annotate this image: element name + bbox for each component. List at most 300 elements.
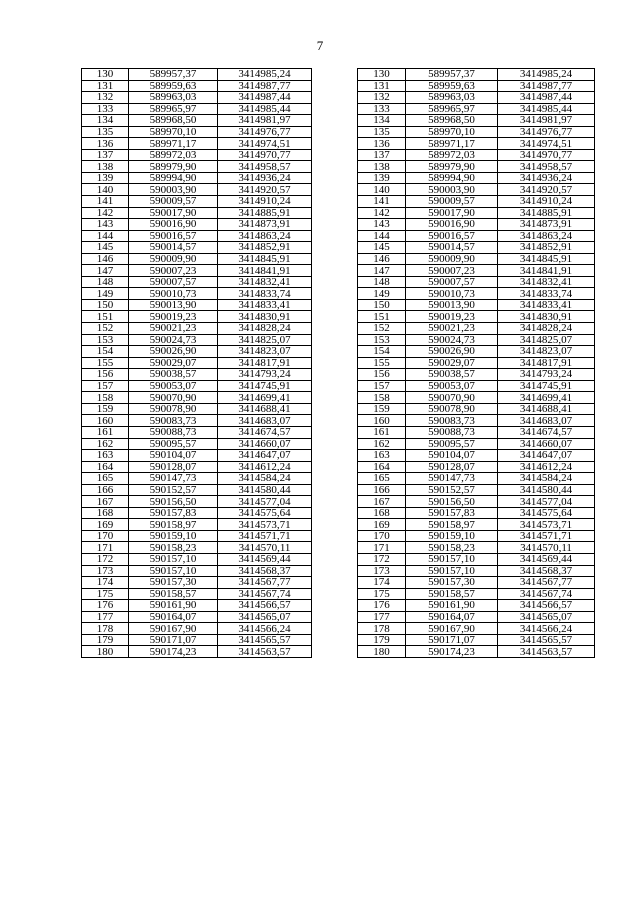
table-row [358, 138, 595, 150]
x-coordinate-cell: 590164,07 [406, 611, 498, 623]
y-coordinate-cell: 3414823,07 [498, 346, 595, 358]
point-number-cell: 146 [358, 253, 406, 265]
point-number-cell: 144 [358, 230, 406, 242]
table-row [358, 311, 595, 323]
x-coordinate-cell: 590013,90 [129, 299, 218, 311]
y-coordinate-cell: 3414985,24 [498, 69, 595, 81]
table-row [82, 380, 312, 392]
point-number-cell: 137 [358, 149, 406, 161]
point-number-cell: 130 [82, 69, 129, 81]
y-coordinate-cell: 3414828,24 [498, 323, 595, 335]
x-coordinate-cell: 590014,57 [406, 242, 498, 254]
table-row [358, 172, 595, 184]
y-coordinate-cell: 3414920,57 [498, 184, 595, 196]
y-coordinate-cell: 3414565,57 [218, 634, 312, 646]
table-row [358, 577, 595, 589]
x-coordinate-cell: 590019,23 [406, 311, 498, 323]
coordinates-table-right [357, 68, 595, 658]
table-row [82, 646, 312, 658]
y-coordinate-cell: 3414568,37 [498, 565, 595, 577]
table-row [358, 149, 595, 161]
point-number-cell: 139 [358, 172, 406, 184]
point-number-cell: 150 [358, 299, 406, 311]
point-number-cell: 173 [82, 565, 129, 577]
y-coordinate-cell: 3414647,07 [498, 450, 595, 462]
y-coordinate-cell: 3414584,24 [498, 473, 595, 485]
point-number-cell: 132 [358, 92, 406, 104]
table-row [358, 403, 595, 415]
x-coordinate-cell: 590161,90 [406, 600, 498, 612]
y-coordinate-cell: 3414970,77 [218, 149, 312, 161]
table-row [358, 392, 595, 404]
x-coordinate-cell: 589965,97 [406, 103, 498, 115]
point-number-cell: 141 [358, 196, 406, 208]
table-row [358, 334, 595, 346]
table-row [82, 461, 312, 473]
table-row [82, 230, 312, 242]
point-number-cell: 131 [82, 80, 129, 92]
table-row [358, 565, 595, 577]
y-coordinate-cell: 3414985,44 [498, 103, 595, 115]
point-number-cell: 179 [358, 634, 406, 646]
table-row [358, 346, 595, 358]
point-number-cell: 136 [82, 138, 129, 150]
y-coordinate-cell: 3414569,44 [498, 553, 595, 565]
x-coordinate-cell: 590003,90 [406, 184, 498, 196]
point-number-cell: 133 [82, 103, 129, 115]
table-row [82, 577, 312, 589]
point-number-cell: 161 [358, 426, 406, 438]
table-row [82, 92, 312, 104]
table-row [82, 161, 312, 173]
y-coordinate-cell: 3414863,24 [218, 230, 312, 242]
x-coordinate-cell: 590157,30 [406, 577, 498, 589]
y-coordinate-cell: 3414647,07 [218, 450, 312, 462]
x-coordinate-cell: 590009,57 [129, 196, 218, 208]
point-number-cell: 177 [358, 611, 406, 623]
point-number-cell: 159 [358, 403, 406, 415]
table-row [82, 438, 312, 450]
x-coordinate-cell: 589963,03 [129, 92, 218, 104]
x-coordinate-cell: 589994,90 [406, 172, 498, 184]
table-row [82, 323, 312, 335]
x-coordinate-cell: 590029,07 [129, 357, 218, 369]
point-number-cell: 180 [82, 646, 129, 658]
table-row [82, 219, 312, 231]
point-number-cell: 158 [358, 392, 406, 404]
y-coordinate-cell: 3414793,24 [498, 369, 595, 381]
point-number-cell: 137 [82, 149, 129, 161]
table-row [358, 288, 595, 300]
x-coordinate-cell: 590171,07 [406, 634, 498, 646]
point-number-cell: 149 [358, 288, 406, 300]
y-coordinate-cell: 3414566,24 [498, 623, 595, 635]
point-number-cell: 155 [82, 357, 129, 369]
point-number-cell: 149 [82, 288, 129, 300]
x-coordinate-cell: 590174,23 [129, 646, 218, 658]
table-row [358, 415, 595, 427]
x-coordinate-cell: 590017,90 [406, 207, 498, 219]
point-number-cell: 155 [358, 357, 406, 369]
y-coordinate-cell: 3414873,91 [498, 219, 595, 231]
table-row [82, 519, 312, 531]
table-row [82, 530, 312, 542]
point-number-cell: 140 [358, 184, 406, 196]
y-coordinate-cell: 3414569,44 [218, 553, 312, 565]
point-number-cell: 151 [82, 311, 129, 323]
table-row [358, 611, 595, 623]
table-row [358, 519, 595, 531]
y-coordinate-cell: 3414981,97 [218, 115, 312, 127]
point-number-cell: 135 [358, 126, 406, 138]
table-row [82, 276, 312, 288]
table-row [358, 623, 595, 635]
y-coordinate-cell: 3414580,44 [218, 484, 312, 496]
table-body-left [82, 69, 312, 658]
x-coordinate-cell: 590070,90 [406, 392, 498, 404]
x-coordinate-cell: 590021,23 [129, 323, 218, 335]
x-coordinate-cell: 590158,97 [406, 519, 498, 531]
point-number-cell: 135 [82, 126, 129, 138]
x-coordinate-cell: 590157,10 [129, 565, 218, 577]
x-coordinate-cell: 590013,90 [406, 299, 498, 311]
point-number-cell: 150 [82, 299, 129, 311]
point-number-cell: 165 [358, 473, 406, 485]
y-coordinate-cell: 3414845,91 [498, 253, 595, 265]
y-coordinate-cell: 3414987,44 [218, 92, 312, 104]
y-coordinate-cell: 3414563,57 [218, 646, 312, 658]
table-row [82, 369, 312, 381]
table-row [82, 346, 312, 358]
y-coordinate-cell: 3414830,91 [498, 311, 595, 323]
point-number-cell: 133 [358, 103, 406, 115]
table-row [82, 611, 312, 623]
x-coordinate-cell: 590038,57 [406, 369, 498, 381]
y-coordinate-cell: 3414833,74 [218, 288, 312, 300]
x-coordinate-cell: 590171,07 [129, 634, 218, 646]
x-coordinate-cell: 589972,03 [129, 149, 218, 161]
y-coordinate-cell: 3414573,71 [218, 519, 312, 531]
x-coordinate-cell: 590095,57 [406, 438, 498, 450]
y-coordinate-cell: 3414833,41 [498, 299, 595, 311]
point-number-cell: 164 [82, 461, 129, 473]
x-coordinate-cell: 590009,90 [129, 253, 218, 265]
x-coordinate-cell: 590007,57 [129, 276, 218, 288]
x-coordinate-cell: 590053,07 [129, 380, 218, 392]
y-coordinate-cell: 3414830,91 [218, 311, 312, 323]
table-row [358, 69, 595, 81]
table-row [358, 588, 595, 600]
x-coordinate-cell: 590157,10 [406, 565, 498, 577]
table-row [358, 184, 595, 196]
y-coordinate-cell: 3414936,24 [498, 172, 595, 184]
x-coordinate-cell: 590053,07 [406, 380, 498, 392]
y-coordinate-cell: 3414833,41 [218, 299, 312, 311]
table-row [82, 299, 312, 311]
point-number-cell: 157 [82, 380, 129, 392]
y-coordinate-cell: 3414699,41 [218, 392, 312, 404]
point-number-cell: 144 [82, 230, 129, 242]
y-coordinate-cell: 3414612,24 [498, 461, 595, 473]
x-coordinate-cell: 590174,23 [406, 646, 498, 658]
y-coordinate-cell: 3414885,91 [218, 207, 312, 219]
x-coordinate-cell: 589957,37 [129, 69, 218, 81]
table-row [358, 323, 595, 335]
point-number-cell: 139 [82, 172, 129, 184]
y-coordinate-cell: 3414566,57 [218, 600, 312, 612]
x-coordinate-cell: 589970,10 [406, 126, 498, 138]
point-number-cell: 153 [358, 334, 406, 346]
x-coordinate-cell: 590157,10 [406, 553, 498, 565]
y-coordinate-cell: 3414828,24 [218, 323, 312, 335]
y-coordinate-cell: 3414841,91 [218, 265, 312, 277]
x-coordinate-cell: 590003,90 [129, 184, 218, 196]
x-coordinate-cell: 590078,90 [129, 403, 218, 415]
y-coordinate-cell: 3414970,77 [498, 149, 595, 161]
table-row [358, 634, 595, 646]
table-row [82, 115, 312, 127]
y-coordinate-cell: 3414832,41 [218, 276, 312, 288]
point-number-cell: 161 [82, 426, 129, 438]
x-coordinate-cell: 589979,90 [129, 161, 218, 173]
table-row [82, 634, 312, 646]
point-number-cell: 175 [358, 588, 406, 600]
y-coordinate-cell: 3414577,04 [498, 496, 595, 508]
y-coordinate-cell: 3414920,57 [218, 184, 312, 196]
table-row [82, 253, 312, 265]
table-row [82, 542, 312, 554]
point-number-cell: 180 [358, 646, 406, 658]
point-number-cell: 158 [82, 392, 129, 404]
x-coordinate-cell: 590019,23 [129, 311, 218, 323]
y-coordinate-cell: 3414563,57 [498, 646, 595, 658]
y-coordinate-cell: 3414852,91 [498, 242, 595, 254]
table-row [82, 507, 312, 519]
point-number-cell: 136 [358, 138, 406, 150]
y-coordinate-cell: 3414566,24 [218, 623, 312, 635]
point-number-cell: 153 [82, 334, 129, 346]
table-row [82, 196, 312, 208]
point-number-cell: 162 [82, 438, 129, 450]
y-coordinate-cell: 3414981,97 [498, 115, 595, 127]
x-coordinate-cell: 590157,10 [129, 553, 218, 565]
y-coordinate-cell: 3414845,91 [218, 253, 312, 265]
table-row [358, 80, 595, 92]
point-number-cell: 164 [358, 461, 406, 473]
table-row [358, 161, 595, 173]
table-body-right [358, 69, 595, 658]
x-coordinate-cell: 590014,57 [129, 242, 218, 254]
y-coordinate-cell: 3414660,07 [498, 438, 595, 450]
point-number-cell: 165 [82, 473, 129, 485]
x-coordinate-cell: 589971,17 [129, 138, 218, 150]
point-number-cell: 176 [358, 600, 406, 612]
x-coordinate-cell: 589963,03 [406, 92, 498, 104]
y-coordinate-cell: 3414567,74 [218, 588, 312, 600]
y-coordinate-cell: 3414958,57 [218, 161, 312, 173]
point-number-cell: 166 [82, 484, 129, 496]
y-coordinate-cell: 3414567,74 [498, 588, 595, 600]
x-coordinate-cell: 590104,07 [406, 450, 498, 462]
y-coordinate-cell: 3414573,71 [498, 519, 595, 531]
table-row [358, 253, 595, 265]
point-number-cell: 170 [82, 530, 129, 542]
y-coordinate-cell: 3414584,24 [218, 473, 312, 485]
y-coordinate-cell: 3414910,24 [218, 196, 312, 208]
point-number-cell: 166 [358, 484, 406, 496]
y-coordinate-cell: 3414817,91 [218, 357, 312, 369]
y-coordinate-cell: 3414568,37 [218, 565, 312, 577]
y-coordinate-cell: 3414841,91 [498, 265, 595, 277]
x-coordinate-cell: 590026,90 [406, 346, 498, 358]
x-coordinate-cell: 590164,07 [129, 611, 218, 623]
x-coordinate-cell: 589959,63 [406, 80, 498, 92]
table-row [82, 149, 312, 161]
y-coordinate-cell: 3414674,57 [218, 426, 312, 438]
point-number-cell: 160 [82, 415, 129, 427]
table-row [82, 623, 312, 635]
point-number-cell: 154 [82, 346, 129, 358]
point-number-cell: 131 [358, 80, 406, 92]
table-row [82, 69, 312, 81]
x-coordinate-cell: 589972,03 [406, 149, 498, 161]
point-number-cell: 142 [82, 207, 129, 219]
table-row [358, 461, 595, 473]
table-row [358, 276, 595, 288]
y-coordinate-cell: 3414683,07 [498, 415, 595, 427]
x-coordinate-cell: 590161,90 [129, 600, 218, 612]
y-coordinate-cell: 3414817,91 [498, 357, 595, 369]
y-coordinate-cell: 3414570,11 [498, 542, 595, 554]
x-coordinate-cell: 590158,97 [129, 519, 218, 531]
table-row [82, 600, 312, 612]
x-coordinate-cell: 590016,90 [406, 219, 498, 231]
y-coordinate-cell: 3414745,91 [498, 380, 595, 392]
y-coordinate-cell: 3414612,24 [218, 461, 312, 473]
point-number-cell: 152 [82, 323, 129, 335]
y-coordinate-cell: 3414985,24 [218, 69, 312, 81]
x-coordinate-cell: 590147,73 [406, 473, 498, 485]
y-coordinate-cell: 3414567,77 [498, 577, 595, 589]
y-coordinate-cell: 3414567,77 [218, 577, 312, 589]
table-row [358, 438, 595, 450]
x-coordinate-cell: 590007,23 [406, 265, 498, 277]
point-number-cell: 138 [358, 161, 406, 173]
y-coordinate-cell: 3414688,41 [218, 403, 312, 415]
x-coordinate-cell: 590095,57 [129, 438, 218, 450]
x-coordinate-cell: 590024,73 [129, 334, 218, 346]
point-number-cell: 160 [358, 415, 406, 427]
x-coordinate-cell: 590088,73 [406, 426, 498, 438]
y-coordinate-cell: 3414688,41 [498, 403, 595, 415]
y-coordinate-cell: 3414985,44 [218, 103, 312, 115]
coordinates-table-left [81, 68, 312, 658]
table-row [358, 299, 595, 311]
table-row [82, 265, 312, 277]
table-row [82, 357, 312, 369]
table-row [82, 311, 312, 323]
table-row [358, 530, 595, 542]
y-coordinate-cell: 3414745,91 [218, 380, 312, 392]
table-row [358, 553, 595, 565]
x-coordinate-cell: 590070,90 [129, 392, 218, 404]
x-coordinate-cell: 590157,83 [129, 507, 218, 519]
x-coordinate-cell: 590016,90 [129, 219, 218, 231]
x-coordinate-cell: 590158,57 [129, 588, 218, 600]
point-number-cell: 172 [82, 553, 129, 565]
x-coordinate-cell: 590029,07 [406, 357, 498, 369]
point-number-cell: 157 [358, 380, 406, 392]
point-number-cell: 167 [358, 496, 406, 508]
table-row [82, 450, 312, 462]
y-coordinate-cell: 3414683,07 [218, 415, 312, 427]
y-coordinate-cell: 3414825,07 [498, 334, 595, 346]
table-row [82, 138, 312, 150]
y-coordinate-cell: 3414565,07 [498, 611, 595, 623]
table-row [82, 80, 312, 92]
x-coordinate-cell: 590157,83 [406, 507, 498, 519]
point-number-cell: 132 [82, 92, 129, 104]
y-coordinate-cell: 3414936,24 [218, 172, 312, 184]
x-coordinate-cell: 590152,57 [129, 484, 218, 496]
y-coordinate-cell: 3414873,91 [218, 219, 312, 231]
x-coordinate-cell: 589979,90 [406, 161, 498, 173]
table-row [358, 380, 595, 392]
point-number-cell: 177 [82, 611, 129, 623]
x-coordinate-cell: 590026,90 [129, 346, 218, 358]
point-number-cell: 163 [358, 450, 406, 462]
table-row [82, 184, 312, 196]
point-number-cell: 175 [82, 588, 129, 600]
x-coordinate-cell: 589970,10 [129, 126, 218, 138]
point-number-cell: 156 [82, 369, 129, 381]
y-coordinate-cell: 3414577,04 [218, 496, 312, 508]
table-row [82, 426, 312, 438]
x-coordinate-cell: 590007,23 [129, 265, 218, 277]
x-coordinate-cell: 589959,63 [129, 80, 218, 92]
y-coordinate-cell: 3414852,91 [218, 242, 312, 254]
y-coordinate-cell: 3414958,57 [498, 161, 595, 173]
table-row [358, 542, 595, 554]
point-number-cell: 162 [358, 438, 406, 450]
y-coordinate-cell: 3414575,64 [498, 507, 595, 519]
x-coordinate-cell: 589957,37 [406, 69, 498, 81]
table-row [358, 484, 595, 496]
table-row [358, 426, 595, 438]
x-coordinate-cell: 589971,17 [406, 138, 498, 150]
y-coordinate-cell: 3414825,07 [218, 334, 312, 346]
table-row [82, 207, 312, 219]
table-row [358, 242, 595, 254]
point-number-cell: 146 [82, 253, 129, 265]
y-coordinate-cell: 3414833,74 [498, 288, 595, 300]
point-number-cell: 134 [82, 115, 129, 127]
point-number-cell: 174 [358, 577, 406, 589]
x-coordinate-cell: 590016,57 [129, 230, 218, 242]
point-number-cell: 134 [358, 115, 406, 127]
y-coordinate-cell: 3414974,51 [498, 138, 595, 150]
y-coordinate-cell: 3414793,24 [218, 369, 312, 381]
table-row [358, 92, 595, 104]
point-number-cell: 148 [82, 276, 129, 288]
x-coordinate-cell: 590147,73 [129, 473, 218, 485]
point-number-cell: 169 [82, 519, 129, 531]
point-number-cell: 152 [358, 323, 406, 335]
y-coordinate-cell: 3414987,77 [498, 80, 595, 92]
point-number-cell: 151 [358, 311, 406, 323]
x-coordinate-cell: 590158,23 [406, 542, 498, 554]
point-number-cell: 170 [358, 530, 406, 542]
